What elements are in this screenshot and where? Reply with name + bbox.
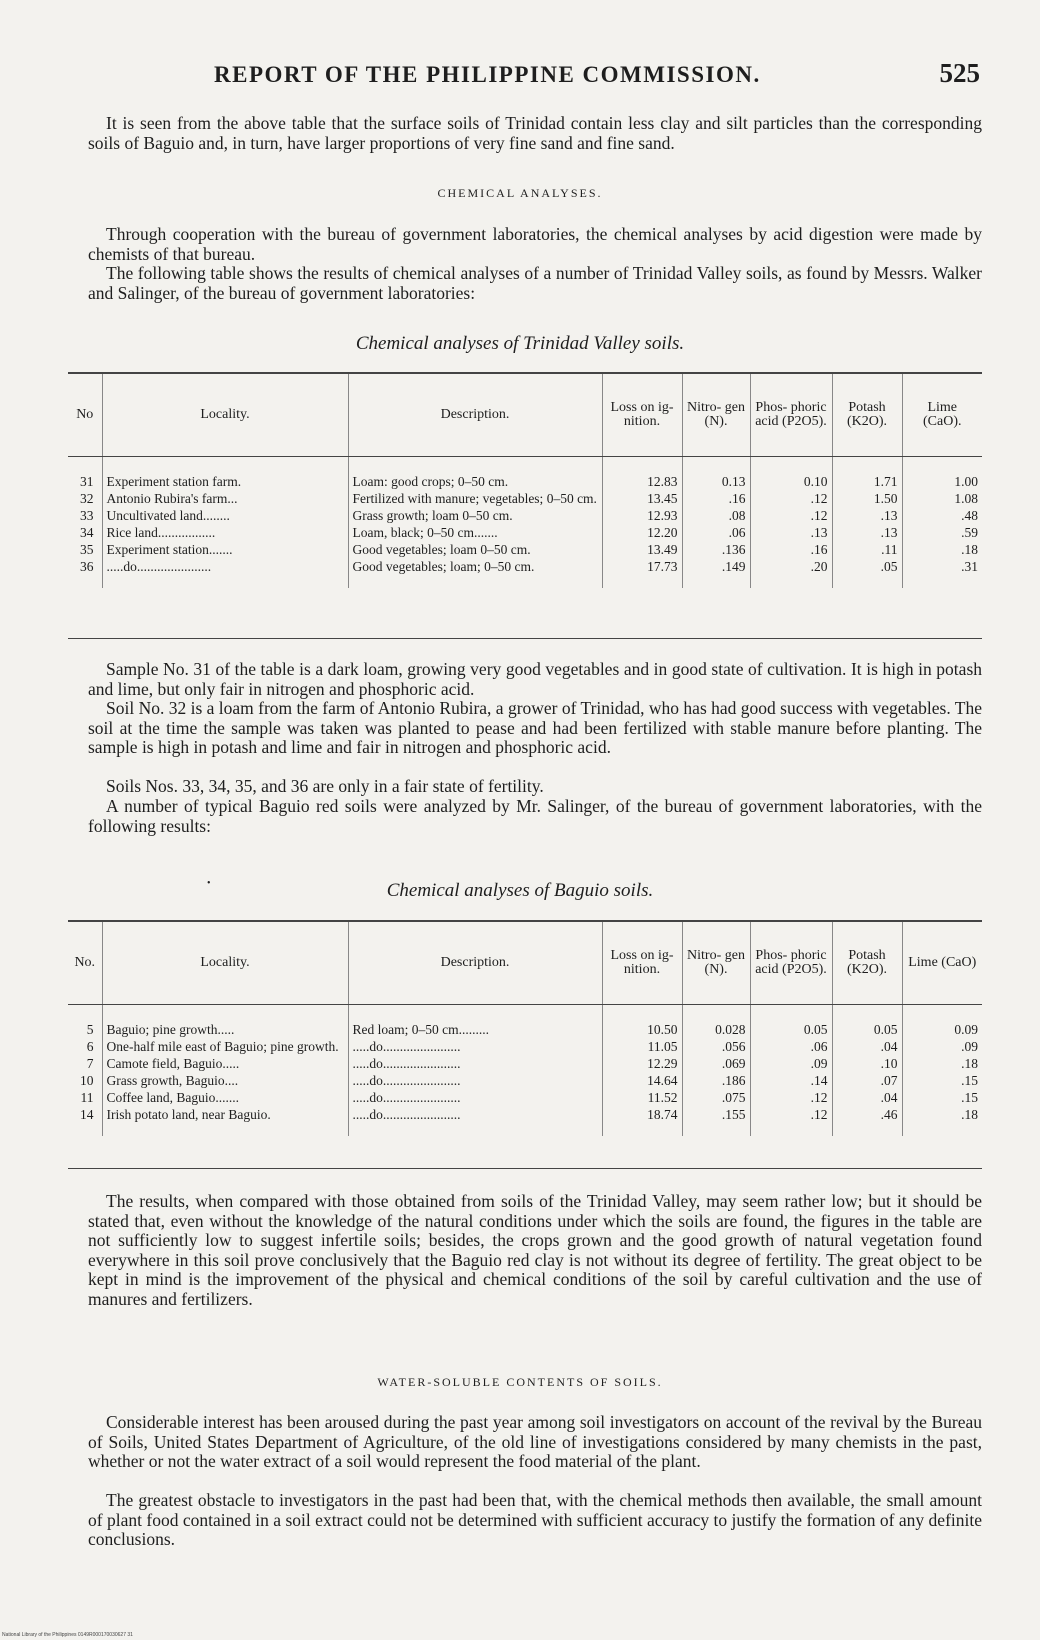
col-header-locality: Locality. [102, 374, 348, 456]
col-header-loss: Loss on ig- nition. [602, 374, 682, 456]
cell-potash: 1.71 [832, 456, 902, 491]
cell-potash: .05 [832, 559, 902, 588]
cell-no: 6 [68, 1039, 102, 1056]
cell-loss: 12.93 [602, 508, 682, 525]
paragraph-sample-31: Sample No. 31 of the table is a dark loam, growing very good vegetables and in good state of cultivation. It is high in potash and lime, but only fair in nitrogen and phosphoric acid. [88, 659, 982, 699]
cell-phosphoric: .12 [750, 491, 832, 508]
cell-loss: 12.20 [602, 525, 682, 542]
table-row [68, 1056, 982, 1073]
cell-description: Loam, black; 0–50 cm....... [348, 525, 602, 542]
cell-no: 10 [68, 1073, 102, 1090]
running-title: REPORT OF THE PHILIPPINE COMMISSION. [214, 62, 761, 87]
cell-loss: 13.45 [602, 491, 682, 508]
cell-nitrogen: .16 [682, 491, 750, 508]
cell-nitrogen: 0.028 [682, 1004, 750, 1039]
cell-nitrogen: .136 [682, 542, 750, 559]
table-header-row [68, 374, 982, 456]
cell-potash: .04 [832, 1090, 902, 1107]
col-header-loss: Loss on ig- nition. [602, 922, 682, 1004]
table-row [68, 456, 982, 491]
cell-locality: Antonio Rubira's farm... [102, 491, 348, 508]
col-header-no: No. [68, 922, 102, 1004]
page-number: 525 [939, 58, 980, 88]
cell-lime: 1.08 [954, 490, 978, 506]
col-header-description: Description. [348, 374, 602, 456]
cell-description: .....do....................... [348, 1073, 602, 1090]
cell-locality: Baguio; pine growth..... [102, 1004, 348, 1039]
cell-lime: .15 [961, 1072, 978, 1088]
cell-loss: 12.83 [602, 456, 682, 491]
cell-no: 35 [68, 542, 102, 559]
paragraph-results: The results, when compared with those obtained from soils of the Trinidad Valley, may seem rather low; but it should be stated that, even without the knowledge of the natural conditions under which the soils are found, the figures in the table are not sufficiently low to suggest infertile soils; besides, the crops grown and the good growth of natural vegetation found everywhere in this soil prove conclusively that the Baguio red clay is not without its degree of fertility. The great object to be kept in mind is the improvement of the physical and chemical conditions of the soil by careful cultivation and the use of manures and fertilizers. [88, 1191, 982, 1309]
col-header-potash: Potash (K2O). [832, 374, 902, 456]
cell-phosphoric: .06 [750, 1039, 832, 1056]
table2-bottom-rule [68, 1168, 982, 1169]
table-row [68, 559, 982, 588]
cell-nitrogen: .069 [682, 1056, 750, 1073]
cell-potash: .46 [832, 1107, 902, 1136]
paragraph-greatest-obstacle: The greatest obstacle to investigators in the past had been that, with the chemical methods then available, the small amount of plant food contained in a soil extract could not be determined with sufficient accuracy to justify the formation of any definite conclusions. [88, 1490, 982, 1549]
cell-phosphoric: .20 [750, 559, 832, 588]
cell-nitrogen: .155 [682, 1107, 750, 1136]
cell-no: 11 [68, 1090, 102, 1107]
cell-no: 31 [68, 456, 102, 491]
cell-loss: 10.50 [602, 1004, 682, 1039]
paragraph-considerable-interest: Considerable interest has been aroused during the past year among soil investigators on account of the revival by the Bureau of Soils, United States Department of Agriculture, of the old line of investigations considered by many chemists in the past, whether or not the water extract of a soil would represent the food material of the plant. [88, 1412, 982, 1471]
cell-description: Red loam; 0–50 cm......... [348, 1004, 602, 1039]
cell-lime: 1.00 [954, 473, 978, 489]
table-row [68, 542, 982, 559]
cell-phosphoric: 0.05 [750, 1004, 832, 1039]
col-header-nitrogen: Nitro- gen (N). [682, 374, 750, 456]
cell-phosphoric: .12 [750, 508, 832, 525]
table-row [68, 1090, 982, 1107]
cell-no: 34 [68, 525, 102, 542]
cell-lime: 0.09 [954, 1021, 978, 1037]
table-row [68, 1039, 982, 1056]
table-row [68, 491, 982, 508]
cell-loss: 11.05 [602, 1039, 682, 1056]
table-trinidad-soils [68, 374, 982, 588]
cell-locality: Rice land................. [102, 525, 348, 542]
cell-description: Good vegetables; loam; 0–50 cm. [348, 559, 602, 588]
heading-water-soluble: WATER-SOLUBLE CONTENTS OF SOILS. [377, 1375, 663, 1389]
col-header-lime: Lime (CaO) [902, 922, 982, 1004]
cell-potash: 1.50 [832, 491, 902, 508]
paragraph-intro: It is seen from the above table that the surface soils of Trinidad contain less clay and silt particles than the corresponding soils of Baguio and, in turn, have larger proportions of very fine sand and fine sand. [88, 113, 982, 153]
cell-no: 33 [68, 508, 102, 525]
col-header-locality: Locality. [102, 922, 348, 1004]
cell-description: Good vegetables; loam 0–50 cm. [348, 542, 602, 559]
table-row [68, 525, 982, 542]
cell-nitrogen: .075 [682, 1090, 750, 1107]
cell-locality: .....do...................... [102, 559, 348, 588]
cell-loss: 13.49 [602, 542, 682, 559]
cell-loss: 14.64 [602, 1073, 682, 1090]
cell-description: Grass growth; loam 0–50 cm. [348, 508, 602, 525]
page-header [86, 60, 980, 100]
table-row [68, 1004, 982, 1039]
cell-locality: One-half mile east of Baguio; pine growth. [102, 1039, 348, 1056]
cell-phosphoric: .12 [750, 1090, 832, 1107]
cell-potash: .13 [832, 525, 902, 542]
cell-loss: 18.74 [602, 1107, 682, 1136]
cell-locality: Grass growth, Baguio.... [102, 1073, 348, 1090]
cell-potash: .10 [832, 1056, 902, 1073]
table1-bottom-rule [68, 638, 982, 639]
col-header-potash: Potash (K2O). [832, 922, 902, 1004]
cell-description: .....do....................... [348, 1107, 602, 1136]
cell-locality: Uncultivated land........ [102, 508, 348, 525]
paragraph-cooperation: Through cooperation with the bureau of government laboratories, the chemical analyses by acid digestion were made by chemists of that bureau. [88, 224, 982, 264]
col-header-description: Description. [348, 922, 602, 1004]
cell-nitrogen: 0.13 [682, 456, 750, 491]
cell-nitrogen: .056 [682, 1039, 750, 1056]
cell-potash: .07 [832, 1073, 902, 1090]
cell-no: 14 [68, 1107, 102, 1136]
cell-description: Loam: good crops; 0–50 cm. [348, 456, 602, 491]
col-header-phosphoric: Phos- phoric acid (P2O5). [750, 922, 832, 1004]
scan-footer: National Library of the Philippines 0149R000170030627 31 [2, 1632, 133, 1638]
cell-phosphoric: .13 [750, 525, 832, 542]
table1-caption: Chemical analyses of Trinidad Valley soils. [355, 333, 685, 354]
stray-dot: • [207, 878, 211, 889]
table-baguio-soils [68, 922, 982, 1136]
cell-description: .....do....................... [348, 1056, 602, 1073]
table-row [68, 1107, 982, 1136]
cell-phosphoric: 0.10 [750, 456, 832, 491]
cell-lime: .18 [961, 1106, 978, 1122]
cell-lime: .31 [961, 558, 978, 574]
cell-no: 32 [68, 491, 102, 508]
cell-nitrogen: .08 [682, 508, 750, 525]
cell-lime: .18 [961, 541, 978, 557]
cell-potash: 0.05 [832, 1004, 902, 1039]
cell-potash: .11 [832, 542, 902, 559]
col-header-no: No [68, 374, 102, 456]
cell-phosphoric: .14 [750, 1073, 832, 1090]
cell-nitrogen: .06 [682, 525, 750, 542]
cell-locality: Experiment station....... [102, 542, 348, 559]
cell-locality: Coffee land, Baguio....... [102, 1090, 348, 1107]
col-header-lime: Lime (CaO). [902, 374, 982, 456]
col-header-phosphoric: Phos- phoric acid (P2O5). [750, 374, 832, 456]
cell-no: 36 [68, 559, 102, 588]
col-header-nitrogen: Nitro- gen (N). [682, 922, 750, 1004]
cell-phosphoric: .12 [750, 1107, 832, 1136]
table2-caption: Chemical analyses of Baguio soils. [386, 880, 654, 901]
cell-no: 5 [68, 1004, 102, 1039]
cell-locality: Experiment station farm. [102, 456, 348, 491]
cell-nitrogen: .149 [682, 559, 750, 588]
cell-lime: .48 [961, 507, 978, 523]
cell-phosphoric: .09 [750, 1056, 832, 1073]
table-row [68, 508, 982, 525]
cell-locality: Irish potato land, near Baguio. [102, 1107, 348, 1136]
paragraph-soils-fair: Soils Nos. 33, 34, 35, and 36 are only in a fair state of fertility. [106, 776, 544, 796]
table-header-row [68, 922, 982, 1004]
cell-loss: 17.73 [602, 559, 682, 588]
paragraph-baguio-intro: A number of typical Baguio red soils were analyzed by Mr. Salinger, of the bureau of government laboratories, with the following results: [88, 796, 982, 836]
cell-no: 7 [68, 1056, 102, 1073]
cell-nitrogen: .186 [682, 1073, 750, 1090]
cell-lime: .18 [961, 1055, 978, 1071]
cell-phosphoric: .16 [750, 542, 832, 559]
cell-description: .....do....................... [348, 1039, 602, 1056]
cell-loss: 12.29 [602, 1056, 682, 1073]
cell-loss: 11.52 [602, 1090, 682, 1107]
heading-chemical-analyses: CHEMICAL ANALYSES. [437, 186, 603, 200]
paragraph-soil-32: Soil No. 32 is a loam from the farm of Antonio Rubira, a grower of Trinidad, who has had good success with vegetables. The soil at the time the sample was taken was planted to pease and had been fertilized with stable manure before planting. The sample is high in potash and lime and fair in nitrogen and phosphoric acid. [88, 698, 982, 757]
cell-description: .....do....................... [348, 1090, 602, 1107]
cell-locality: Camote field, Baguio..... [102, 1056, 348, 1073]
cell-potash: .04 [832, 1039, 902, 1056]
table-row [68, 1073, 982, 1090]
cell-potash: .13 [832, 508, 902, 525]
cell-lime: .59 [961, 524, 978, 540]
paragraph-following-table: The following table shows the results of chemical analyses of a number of Trinidad Valley soils, as found by Messrs. Walker and Salinger, of the bureau of government laboratories: [88, 263, 982, 303]
cell-description: Fertilized with manure; vegetables; 0–50 cm. [348, 491, 602, 508]
cell-lime: .09 [961, 1038, 978, 1054]
cell-lime: .15 [961, 1089, 978, 1105]
